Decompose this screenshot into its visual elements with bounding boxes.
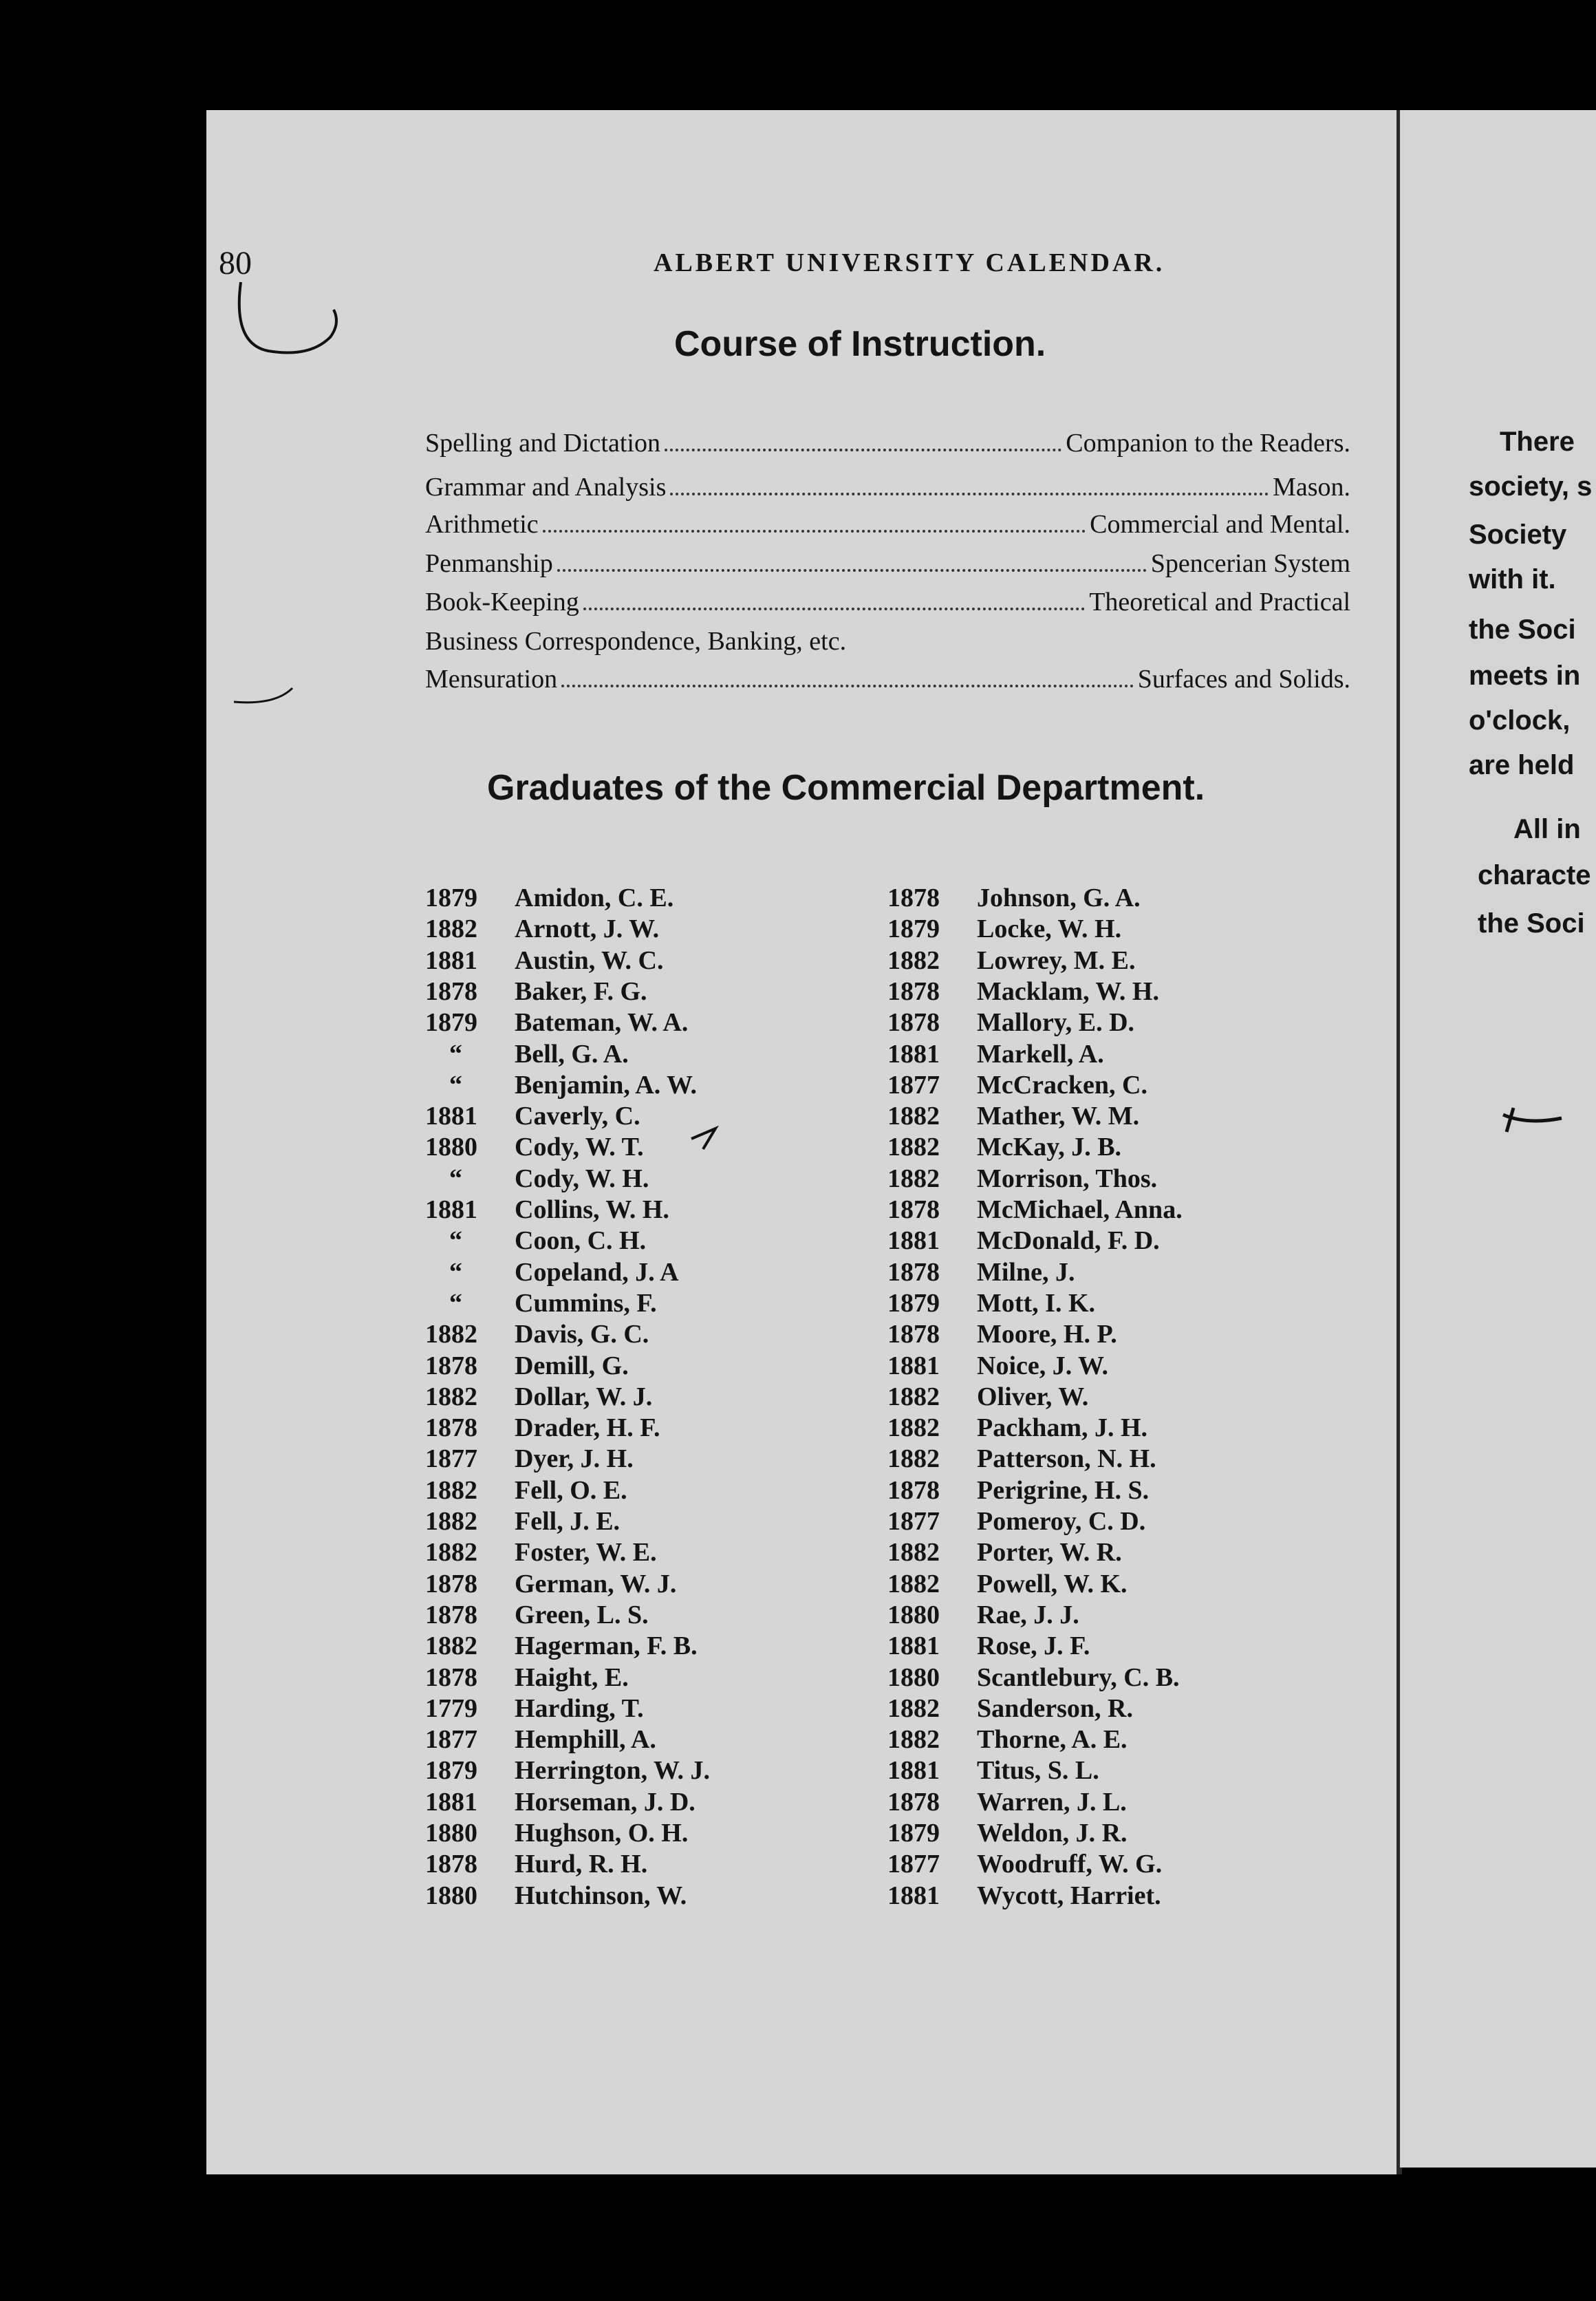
facing-page-line: There: [1500, 427, 1575, 457]
graduate-year: 1882: [887, 1725, 940, 1754]
graduate-year: 1879: [425, 884, 477, 912]
graduate-name: Dyer, J. H.: [515, 1444, 634, 1473]
graduate-year: 1880: [887, 1601, 940, 1629]
left-page: [206, 110, 1402, 2174]
graduates-title: Graduates of the Commercial Department.: [487, 768, 1205, 808]
graduate-name: Woodruff, W. G.: [977, 1850, 1163, 1879]
graduate-name: Powell, W. K.: [977, 1570, 1128, 1598]
dot-leader: [543, 530, 1086, 533]
graduate-year: 1879: [425, 1756, 477, 1785]
graduate-name: Austin, W. C.: [515, 946, 664, 975]
graduate-name: Haight, E.: [515, 1663, 629, 1692]
graduate-name: Benjamin, A. W.: [515, 1071, 698, 1100]
graduate-name: Horseman, J. D.: [515, 1788, 695, 1817]
graduate-name: Arnott, J. W.: [515, 914, 660, 943]
graduate-name: Dollar, W. J.: [515, 1382, 653, 1411]
graduate-year: 1882: [887, 1133, 940, 1162]
course-text: Companion to the Readers.: [1066, 429, 1350, 458]
graduate-name: Weldon, J. R.: [977, 1819, 1128, 1848]
graduate-name: McMichael, Anna.: [977, 1195, 1183, 1224]
graduate-name: Bell, G. A.: [515, 1040, 629, 1069]
graduate-name: Hutchinson, W.: [515, 1881, 687, 1910]
graduate-name: Rose, J. F.: [977, 1631, 1090, 1660]
graduate-year: 1882: [887, 1570, 940, 1598]
graduate-name: Cody, W. T.: [515, 1133, 644, 1162]
graduate-year: 1882: [425, 1631, 477, 1660]
dot-leader: [670, 493, 1269, 495]
graduate-year: 1878: [425, 977, 477, 1006]
graduate-year: 1877: [425, 1725, 477, 1754]
graduate-year: 1878: [425, 1601, 477, 1629]
graduate-year: 1881: [887, 1631, 940, 1660]
graduate-year: “: [449, 1071, 462, 1100]
graduate-year: 1878: [887, 1476, 940, 1505]
graduate-name: Hurd, R. H.: [515, 1850, 648, 1879]
graduate-name: Collins, W. H.: [515, 1195, 669, 1224]
graduate-year: 1882: [887, 1382, 940, 1411]
graduate-name: Lowrey, M. E.: [977, 946, 1136, 975]
course-row: [425, 626, 1350, 656]
graduate-name: Moore, H. P.: [977, 1320, 1117, 1349]
graduate-name: Noice, J. W.: [977, 1351, 1109, 1380]
course-row: [425, 472, 1350, 502]
graduate-name: Sanderson, R.: [977, 1694, 1133, 1723]
right-page-fragment: [1400, 110, 1596, 2168]
graduate-name: Davis, G. C.: [515, 1320, 649, 1349]
graduate-year: “: [449, 1289, 462, 1318]
graduate-name: Porter, W. R.: [977, 1538, 1122, 1567]
graduate-name: Hagerman, F. B.: [515, 1631, 698, 1660]
pen-mark-bracket: [227, 275, 351, 372]
course-row: [425, 548, 1350, 579]
graduate-name: German, W. J.: [515, 1570, 677, 1598]
graduate-year: 1879: [887, 1819, 940, 1848]
graduate-year: 1878: [887, 1008, 940, 1037]
graduate-name: McCracken, C.: [977, 1071, 1147, 1100]
facing-page-line: are held: [1469, 750, 1575, 780]
graduate-name: Copeland, J. A: [515, 1258, 679, 1287]
page-number: 80: [219, 245, 252, 281]
graduate-name: Mallory, E. D.: [977, 1008, 1135, 1037]
graduate-year: 1882: [887, 946, 940, 975]
graduate-name: Fell, J. E.: [515, 1507, 621, 1536]
graduate-year: 1881: [425, 1195, 477, 1224]
graduate-year: 1882: [425, 914, 477, 943]
graduate-year: 1882: [425, 1507, 477, 1536]
graduate-name: Fell, O. E.: [515, 1476, 627, 1505]
graduate-name: Warren, J. L.: [977, 1788, 1127, 1817]
graduate-year: 1879: [887, 914, 940, 943]
graduate-name: Packham, J. H.: [977, 1413, 1148, 1442]
graduate-year: 1882: [425, 1538, 477, 1567]
course-text: Theoretical and Practical: [1089, 588, 1350, 617]
course-row: [425, 428, 1350, 458]
graduate-name: Cummins, F.: [515, 1289, 657, 1318]
graduate-name: Mather, W. M.: [977, 1102, 1140, 1131]
graduate-name: Wycott, Harriet.: [977, 1881, 1161, 1910]
graduate-year: 1881: [425, 1102, 477, 1131]
graduate-year: 1779: [425, 1694, 477, 1723]
facing-page-line: society, s: [1469, 471, 1593, 502]
graduate-year: 1878: [425, 1413, 477, 1442]
graduate-name: Pomeroy, C. D.: [977, 1507, 1146, 1536]
graduate-year: 1878: [887, 1258, 940, 1287]
graduate-year: 1877: [425, 1444, 477, 1473]
graduate-year: 1882: [887, 1694, 940, 1723]
graduate-year: 1880: [425, 1819, 477, 1848]
graduate-year: “: [449, 1258, 462, 1287]
graduate-name: Thorne, A. E.: [977, 1725, 1128, 1754]
graduate-year: “: [449, 1040, 462, 1069]
facing-page-line: the Soci: [1478, 908, 1585, 939]
graduate-name: Drader, H. F.: [515, 1413, 660, 1442]
facing-page-line: Society: [1469, 520, 1567, 550]
graduate-year: 1880: [887, 1663, 940, 1692]
graduate-name: Bateman, W. A.: [515, 1008, 689, 1037]
graduate-year: 1882: [887, 1413, 940, 1442]
graduate-year: 1882: [887, 1102, 940, 1131]
running-title: ALBERT UNIVERSITY CALENDAR.: [654, 248, 1165, 277]
graduate-year: 1878: [425, 1850, 477, 1879]
graduate-name: Coon, C. H.: [515, 1226, 647, 1255]
pen-mark-stroke: [227, 674, 310, 716]
graduate-name: Baker, F. G.: [515, 977, 647, 1006]
graduate-name: Scantlebury, C. B.: [977, 1663, 1180, 1692]
graduate-year: 1878: [425, 1351, 477, 1380]
graduate-name: Macklam, W. H.: [977, 977, 1159, 1006]
graduate-year: 1882: [425, 1320, 477, 1349]
graduate-name: Caverly, C.: [515, 1102, 640, 1131]
graduate-year: 1882: [887, 1164, 940, 1193]
dot-leader: [561, 685, 1134, 687]
graduate-year: 1878: [887, 1320, 940, 1349]
course-subject: Penmanship: [425, 549, 553, 578]
graduate-year: “: [449, 1226, 462, 1255]
course-text: Spencerian System: [1150, 549, 1350, 578]
graduate-name: Foster, W. E.: [515, 1538, 657, 1567]
graduate-name: Cody, W. H.: [515, 1164, 649, 1193]
graduate-name: Hemphill, A.: [515, 1725, 656, 1754]
course-text: Mason.: [1273, 473, 1350, 502]
graduate-year: 1881: [887, 1226, 940, 1255]
course-subject: Book-Keeping: [425, 588, 579, 617]
graduate-year: 1882: [425, 1476, 477, 1505]
graduate-year: 1878: [887, 1195, 940, 1224]
graduate-year: 1877: [887, 1850, 940, 1879]
graduate-name: Patterson, N. H.: [977, 1444, 1156, 1473]
graduate-year: 1879: [887, 1289, 940, 1318]
pen-mark-check: [688, 1125, 722, 1153]
graduate-name: Titus, S. L.: [977, 1756, 1099, 1785]
course-text: Surfaces and Solids.: [1137, 665, 1350, 694]
course-row: [425, 664, 1350, 694]
graduate-year: 1878: [425, 1663, 477, 1692]
graduate-year: 1879: [425, 1008, 477, 1037]
graduate-year: 1882: [887, 1538, 940, 1567]
graduate-year: 1878: [887, 1788, 940, 1817]
course-row: [425, 587, 1350, 617]
graduate-name: Rae, J. J.: [977, 1601, 1079, 1629]
graduate-year: 1878: [887, 884, 940, 912]
graduate-name: Green, L. S.: [515, 1601, 649, 1629]
graduate-year: 1878: [887, 977, 940, 1006]
graduate-name: Milne, J.: [977, 1258, 1075, 1287]
facing-page-line: o'clock,: [1469, 705, 1571, 736]
graduate-year: 1878: [425, 1570, 477, 1598]
course-text: Commercial and Mental.: [1090, 510, 1350, 539]
dot-leader: [583, 608, 1085, 610]
graduate-name: Perigrine, H. S.: [977, 1476, 1150, 1505]
course-subject: Arithmetic: [425, 510, 539, 539]
graduate-year: 1880: [425, 1133, 477, 1162]
graduate-year: “: [449, 1164, 462, 1193]
facing-page-line: with it.: [1469, 564, 1556, 595]
graduate-year: 1881: [425, 1788, 477, 1817]
graduate-name: Herrington, W. J.: [515, 1756, 710, 1785]
pen-mark-arrow: [1500, 1104, 1568, 1139]
graduate-name: Mott, I. K.: [977, 1289, 1096, 1318]
graduate-year: 1881: [887, 1756, 940, 1785]
graduate-name: Oliver, W.: [977, 1382, 1089, 1411]
course-row: [425, 509, 1350, 539]
graduate-year: 1881: [887, 1040, 940, 1069]
facing-page-line: characte: [1478, 860, 1591, 890]
facing-page-line: the Soci: [1469, 614, 1576, 645]
graduate-year: 1882: [887, 1444, 940, 1473]
graduate-year: 1881: [887, 1351, 940, 1380]
course-subject: Spelling and Dictation: [425, 429, 660, 458]
facing-page-line: All in: [1513, 814, 1581, 844]
graduate-name: McKay, J. B.: [977, 1133, 1122, 1162]
graduate-name: Markell, A.: [977, 1040, 1104, 1069]
graduate-year: 1877: [887, 1071, 940, 1100]
facing-page-line: meets in: [1469, 661, 1581, 691]
graduate-name: Amidon, C. E.: [515, 884, 674, 912]
graduate-name: Locke, W. H.: [977, 914, 1122, 943]
graduate-name: Morrison, Thos.: [977, 1164, 1158, 1193]
graduate-name: Hughson, O. H.: [515, 1819, 689, 1848]
graduate-year: 1880: [425, 1881, 477, 1910]
graduate-name: McDonald, F. D.: [977, 1226, 1160, 1255]
graduate-year: 1882: [425, 1382, 477, 1411]
course-subject: Grammar and Analysis: [425, 473, 667, 502]
graduate-year: 1881: [425, 946, 477, 975]
course-subject: Mensuration: [425, 665, 558, 694]
graduate-name: Demill, G.: [515, 1351, 629, 1380]
graduate-year: 1877: [887, 1507, 940, 1536]
dot-leader: [665, 449, 1061, 451]
course-subject: Business Correspondence, Banking, etc.: [425, 627, 847, 656]
dot-leader: [557, 569, 1147, 572]
graduate-year: 1881: [887, 1881, 940, 1910]
course-title: Course of Instruction.: [674, 324, 1046, 364]
graduate-name: Johnson, G. A.: [977, 884, 1141, 912]
graduate-name: Harding, T.: [515, 1694, 644, 1723]
